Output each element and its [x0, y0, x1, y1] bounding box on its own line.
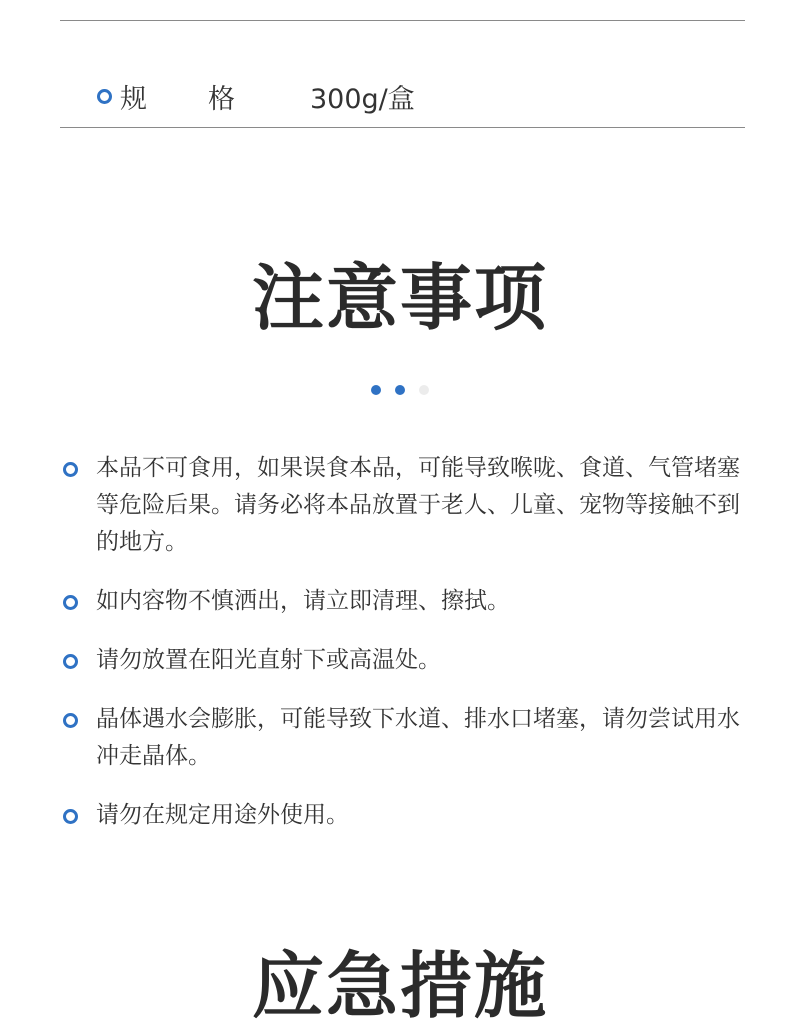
- ring-bullet-icon: [63, 462, 78, 477]
- spec-row: [97, 78, 415, 114]
- bottom-divider: [60, 127, 745, 128]
- note-text: 请勿放置在阳光直射下或高温处。: [96, 647, 441, 673]
- note-item: [60, 797, 740, 834]
- note-text: 晶体遇水会膨胀，可能导致下水道、排水口堵塞，请勿尝试用水冲走晶体。: [96, 706, 740, 769]
- note-item: [60, 701, 740, 775]
- ring-bullet-icon: [63, 595, 78, 610]
- pagination-dot-2: [395, 385, 405, 395]
- notes-section-title: 注意事项: [251, 256, 548, 340]
- note-item: [60, 450, 740, 561]
- spec-value: 300g/盒: [310, 83, 415, 115]
- ring-bullet-icon: [97, 89, 112, 104]
- pagination-dot-1: [371, 385, 381, 395]
- spec-label: [120, 77, 310, 116]
- pagination-dots: [0, 385, 800, 395]
- note-item: [60, 583, 740, 620]
- ring-bullet-icon: [63, 713, 78, 728]
- spec-label-char-2: 格: [208, 83, 235, 115]
- note-item: [60, 642, 740, 679]
- top-divider: [60, 20, 745, 21]
- note-text: 如内容物不慎洒出，请立即清理、擦拭。: [96, 588, 510, 614]
- notes-list: [60, 450, 740, 834]
- ring-bullet-icon: [63, 654, 78, 669]
- emergency-section-title: 应急措施: [251, 944, 548, 1028]
- note-text: 请勿在规定用途外使用。: [96, 802, 349, 828]
- ring-bullet-icon: [63, 809, 78, 824]
- note-text: 本品不可食用，如果误食本品，可能导致喉咙、食道、气管堵塞等危险后果。请务必将本品放置于老人、儿童、宠物等接触不到的地方。: [96, 455, 740, 555]
- pagination-dot-3: [419, 385, 429, 395]
- spec-label-char-1: 规: [120, 83, 147, 115]
